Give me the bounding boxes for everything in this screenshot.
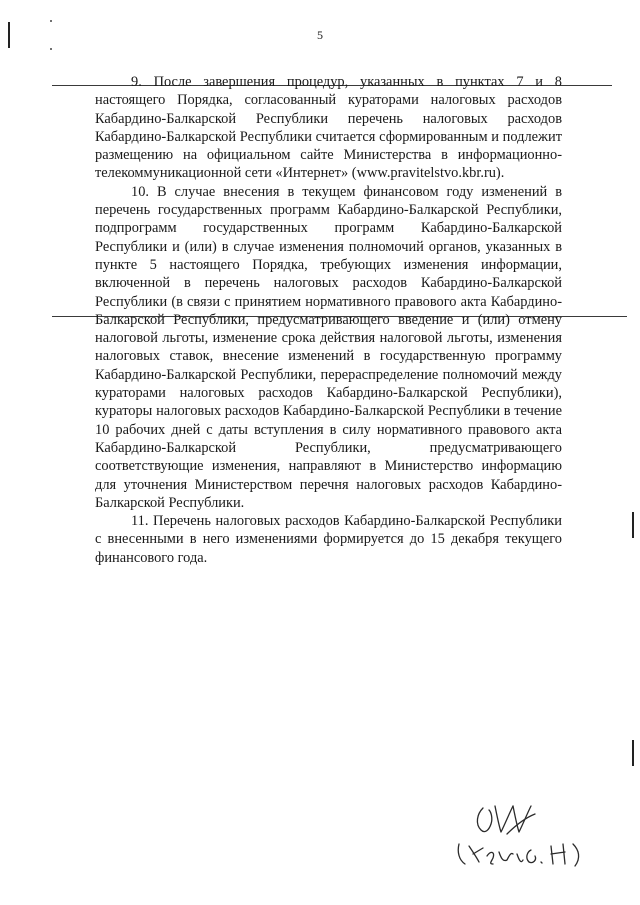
document-body	[95, 73, 562, 567]
scan-edge-mark	[632, 740, 634, 766]
scan-dot	[50, 48, 52, 50]
scan-edge-mark	[632, 512, 634, 538]
paragraph-11: 11. Перечень налоговых расходов Кабардино-Балкарской Республики с внесенными в него изменениями формируется до 15 декабря текущего финансового года.	[95, 513, 562, 566]
paragraph-10: 10. В случае внесения в текущем финансовом году изменений в перечень государственных программ Кабардино-Балкарской Республики, подпрограмм государственных программ Кабардино-Балкарской Республики и (или) в случае изменения полномочий органов, указанных в пункте 5 настоящего Порядка, требующих изменения информации, включенной в перечень налоговых расходов Кабардино-Балкарской Республики (в связи с принятием нормативного правового акта Кабардино-Балкарской Республики, предусматривающего введение и (или) отмену налоговой льготы, изменение срока действия налоговой льготы, изменения налоговых ставок, внесение изменений в государственную программу Кабардино-Балкарской Республики, перераспределение полномочий между кураторами налоговых расходов Кабардино-Балкарской Республики), кураторы налоговых расходов Кабардино-Балкарской Республики в течение 10 рабочих дней с даты вступления в силу нормативного правового акта Кабардино-Балкарской Республики, предусматривающего соответствующие изменения, направляют в Министерство информацию для уточнения Министерством перечня налоговых расходов Кабардино-Балкарской Республики.	[95, 183, 563, 511]
paragraph-9: 9. После завершения процедур, указанных в пунктах 7 и 8 настоящего Порядка, согласованный кураторами налоговых расходов Кабардино-Балкарской Республики перечень налоговых расходов Кабардино-Балкарской Республики считается сформированным и подлежит размещению на официальном сайте Министерства в информационно-телекоммуникационной сети «Интернет» (www.pravitelstvo.kbr.ru).	[95, 74, 562, 182]
scan-dot	[50, 20, 52, 22]
handwritten-signature	[455, 800, 595, 880]
page-number: 5	[317, 28, 323, 42]
